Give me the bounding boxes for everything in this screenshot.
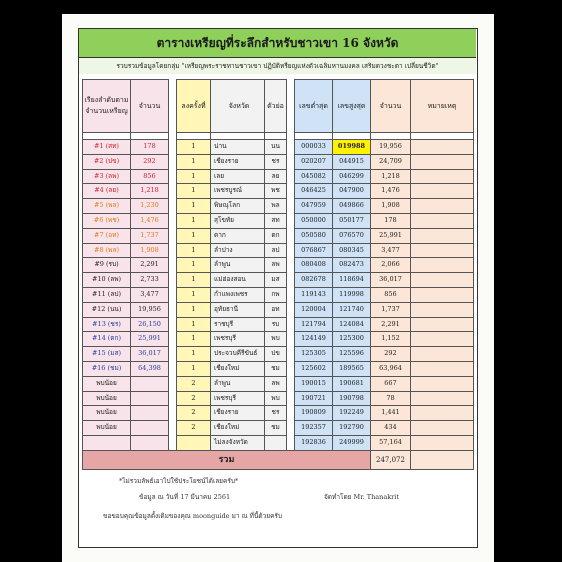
end-number-cell: 192790 (333, 421, 371, 436)
order-cell (177, 435, 211, 450)
spacer-cell (265, 133, 287, 140)
rank-cell: #5 (พล) (83, 199, 131, 214)
province-cell: เชียงราย (211, 406, 265, 421)
spacer-cell (169, 302, 177, 317)
amount-cell: 25,991 (131, 332, 169, 347)
spacer-cell (169, 287, 177, 302)
header-end: เลขสูงสุด (333, 80, 371, 133)
abbr-cell: ชร (265, 406, 287, 421)
amount-cell: 292 (131, 154, 169, 169)
abbr-cell: ชม (265, 361, 287, 376)
amount-cell: 2,291 (131, 258, 169, 273)
rank-cell: #3 (ลพ) (83, 169, 131, 184)
footer-author: จัดทำโดย Mr. Thanakrit (324, 493, 399, 501)
order-cell: 2 (177, 406, 211, 421)
start-number-cell: 120004 (295, 302, 333, 317)
order-cell: 2 (177, 391, 211, 406)
start-number-cell: 047959 (295, 199, 333, 214)
order-cell: 1 (177, 332, 211, 347)
table-row (83, 287, 474, 302)
amount-cell (131, 376, 169, 391)
start-number-cell: 125602 (295, 361, 333, 376)
abbr-cell: กพ (265, 287, 287, 302)
spacer (287, 80, 295, 133)
note-cell (411, 421, 474, 436)
start-number-cell: 124149 (295, 332, 333, 347)
end-number-cell: 190681 (333, 376, 371, 391)
amount-cell (131, 406, 169, 421)
table-row (83, 376, 474, 391)
note-cell (411, 243, 474, 258)
start-number-cell: 020207 (295, 154, 333, 169)
amount-cell: 19,956 (131, 302, 169, 317)
order-cell: 1 (177, 287, 211, 302)
order-cell: 1 (177, 258, 211, 273)
amount-cell: 1,737 (131, 228, 169, 243)
spacer-cell (169, 332, 177, 347)
abbr-cell: ชม (265, 421, 287, 436)
table-row (83, 332, 474, 347)
abbr-cell: ชร (265, 154, 287, 169)
header-amount: จำนวน (131, 80, 169, 133)
header-count: จำนวน (371, 80, 411, 133)
note-cell (411, 435, 474, 450)
rank-cell: พบน้อย (83, 421, 131, 436)
end-number-cell: 192249 (333, 406, 371, 421)
end-number-cell: 118694 (333, 273, 371, 288)
spacer-cell (169, 273, 177, 288)
spacer-cell (169, 258, 177, 273)
rank-cell: #2 (ปข) (83, 154, 131, 169)
count-cell: 2,291 (371, 317, 411, 332)
note-cell (411, 302, 474, 317)
count-cell: 63,964 (371, 361, 411, 376)
rank-cell: พบน้อย (83, 391, 131, 406)
note-cell (411, 376, 474, 391)
end-number-cell: 121740 (333, 302, 371, 317)
note-cell (411, 228, 474, 243)
spacer-cell (287, 133, 295, 140)
end-number-cell: 119998 (333, 287, 371, 302)
spacer-cell (169, 243, 177, 258)
table-body (83, 133, 474, 470)
abbr-cell: พล (265, 199, 287, 214)
spacer-cell (287, 258, 295, 273)
amount-cell: 856 (131, 169, 169, 184)
spacer-cell (287, 184, 295, 199)
spacer-cell (287, 332, 295, 347)
order-cell: 1 (177, 361, 211, 376)
order-cell: 1 (177, 154, 211, 169)
spacer-cell (287, 317, 295, 332)
note-cell (411, 391, 474, 406)
note-cell (411, 450, 474, 469)
table-row (83, 258, 474, 273)
order-cell: 1 (177, 228, 211, 243)
note-cell (411, 317, 474, 332)
note-cell (411, 287, 474, 302)
spacer-cell (295, 133, 333, 140)
amount-cell: 64,398 (131, 361, 169, 376)
table-row (83, 243, 474, 258)
table-row (83, 154, 474, 169)
spacer-row (83, 133, 474, 140)
rank-cell: #14 (ตก) (83, 332, 131, 347)
order-cell: 1 (177, 243, 211, 258)
count-cell: 19,956 (371, 140, 411, 155)
start-number-cell: 190809 (295, 406, 333, 421)
spacer-cell (169, 213, 177, 228)
spacer-cell (169, 421, 177, 436)
province-cell: เพชรบูรณ์ (211, 184, 265, 199)
table-row (83, 317, 474, 332)
count-cell: 856 (371, 287, 411, 302)
end-number-cell: 047900 (333, 184, 371, 199)
end-number-cell: 019988 (333, 140, 371, 155)
count-cell: 25,991 (371, 228, 411, 243)
count-cell: 292 (371, 347, 411, 362)
amount-cell: 1,230 (131, 199, 169, 214)
page-subtitle: รวบรวมข้อมูลโดยกลุ่ม "เหรียญพระราชทานชาวเขา ปฏิบัติหรียญแห่งตัวเฉลิมหานมงคล เสริมดวงชะตา เปลี่ยนชีวิต" (79, 58, 476, 74)
count-cell: 1,218 (371, 169, 411, 184)
spacer-cell (169, 391, 177, 406)
abbr-cell: ตก (265, 228, 287, 243)
province-cell: ประจวบคีรีขันธ์ (211, 347, 265, 362)
province-cell: สุโขทัย (211, 213, 265, 228)
amount-cell (131, 421, 169, 436)
amount-cell (131, 391, 169, 406)
abbr-cell: มส (265, 273, 287, 288)
spacer-cell (287, 154, 295, 169)
table-header-row (83, 80, 474, 133)
province-cell: น่าน (211, 140, 265, 155)
start-number-cell: 000033 (295, 140, 333, 155)
footer-thanks: ขอขอบคุณข้อมูลดั้งเดิมของคุณ moonguide มา ณ ที่นี้ด้วยครับ (103, 512, 283, 520)
end-number-cell: 189565 (333, 361, 371, 376)
rank-cell: #4 (ลย) (83, 184, 131, 199)
abbr-cell: ลพ (265, 376, 287, 391)
rank-cell: พบน้อย (83, 376, 131, 391)
order-cell: 1 (177, 169, 211, 184)
amount-cell: 1,908 (131, 243, 169, 258)
province-cell: ไม่ลงจังหวัด (211, 435, 265, 450)
spacer-cell (169, 347, 177, 362)
order-cell: 1 (177, 317, 211, 332)
page-title: ตารางเหรียญที่ระลึกสำหรับชาวเขา 16 จังหวัด (79, 29, 476, 58)
amount-cell: 2,733 (131, 273, 169, 288)
note-cell (411, 213, 474, 228)
spacer-cell (287, 199, 295, 214)
note-cell (411, 140, 474, 155)
note-cell (411, 199, 474, 214)
spacer-cell (287, 213, 295, 228)
header-start: เลขต่ำสุด (295, 80, 333, 133)
start-number-cell: 119143 (295, 287, 333, 302)
start-number-cell: 192357 (295, 421, 333, 436)
note-cell (411, 347, 474, 362)
note-cell (411, 332, 474, 347)
end-number-cell: 046299 (333, 169, 371, 184)
abbr-cell: ลพ (265, 258, 287, 273)
rank-cell: #6 (พช) (83, 213, 131, 228)
spacer-cell (169, 199, 177, 214)
count-cell: 434 (371, 421, 411, 436)
spacer-cell (169, 228, 177, 243)
spacer-cell (169, 317, 177, 332)
start-number-cell: 045082 (295, 169, 333, 184)
table-row (83, 199, 474, 214)
order-cell: 1 (177, 213, 211, 228)
spacer-cell (169, 361, 177, 376)
spacer-cell (287, 421, 295, 436)
abbr-cell: อท (265, 302, 287, 317)
total-row (83, 450, 474, 469)
rank-cell: #15 (มส) (83, 347, 131, 362)
amount-cell: 36,017 (131, 347, 169, 362)
note-cell (411, 184, 474, 199)
rank-cell: #13 (ชร) (83, 317, 131, 332)
note-cell (411, 258, 474, 273)
abbr-cell: พช (265, 184, 287, 199)
spacer-cell (169, 169, 177, 184)
count-cell: 3,477 (371, 243, 411, 258)
spacer-cell (287, 391, 295, 406)
end-number-cell: 044915 (333, 154, 371, 169)
rank-cell: #11 (ลป) (83, 287, 131, 302)
footer-note: *ไม่รวมลัพธ์เอาไปใช้ประโยชน์ได้เลยครับ* (119, 477, 239, 485)
spacer-cell (287, 406, 295, 421)
start-number-cell: 190015 (295, 376, 333, 391)
start-number-cell: 050580 (295, 228, 333, 243)
table-row (83, 302, 474, 317)
amount-cell: 26,150 (131, 317, 169, 332)
start-number-cell: 125305 (295, 347, 333, 362)
start-number-cell: 046425 (295, 184, 333, 199)
order-cell: 1 (177, 347, 211, 362)
count-cell: 2,066 (371, 258, 411, 273)
province-cell: เชียงราย (211, 154, 265, 169)
abbr-cell: พบ (265, 332, 287, 347)
spacer-cell (287, 287, 295, 302)
spacer-cell (287, 302, 295, 317)
header-rank: เรียงลำดับตามจำนวนเหรียญ (83, 80, 131, 133)
order-cell: 1 (177, 302, 211, 317)
province-cell: ลำปาง (211, 243, 265, 258)
count-cell: 1,152 (371, 332, 411, 347)
spacer-cell (169, 133, 177, 140)
spacer-cell (287, 435, 295, 450)
spacer-cell (211, 133, 265, 140)
footer-date: ข้อมูล ณ วันที่ 17 มีนาคม 2561 (139, 493, 231, 501)
table-row (83, 347, 474, 362)
spacer-cell (287, 140, 295, 155)
province-cell: ราชบุรี (211, 317, 265, 332)
rank-cell: #10 (ลพ) (83, 273, 131, 288)
spacer (169, 80, 177, 133)
order-cell: 1 (177, 140, 211, 155)
province-cell: เพชรบุรี (211, 391, 265, 406)
spacer-cell (411, 133, 474, 140)
spacer-cell (333, 133, 371, 140)
end-number-cell: 076570 (333, 228, 371, 243)
note-cell (411, 169, 474, 184)
spacer-cell (287, 273, 295, 288)
count-cell: 178 (371, 213, 411, 228)
abbr-cell: พบ (265, 391, 287, 406)
header-order: ลงครั้งที่ (177, 80, 211, 133)
end-number-cell: 049866 (333, 199, 371, 214)
end-number-cell: 125596 (333, 347, 371, 362)
spacer-cell (287, 228, 295, 243)
spacer-cell (177, 133, 211, 140)
amount-cell: 3,477 (131, 287, 169, 302)
note-cell (411, 361, 474, 376)
province-cell: แม่ฮ่องสอน (211, 273, 265, 288)
coin-table (82, 79, 474, 470)
total-label: รวม (83, 450, 371, 469)
amount-cell: 1,218 (131, 184, 169, 199)
start-number-cell: 192836 (295, 435, 333, 450)
rank-cell: #16 (ชม) (83, 361, 131, 376)
start-number-cell: 080408 (295, 258, 333, 273)
province-cell: เชียงใหม่ (211, 361, 265, 376)
province-cell: เพชรบุรี (211, 332, 265, 347)
amount-cell: 178 (131, 140, 169, 155)
table-row (83, 213, 474, 228)
order-cell: 1 (177, 273, 211, 288)
table-row (83, 435, 474, 450)
end-number-cell: 124084 (333, 317, 371, 332)
end-number-cell: 125300 (333, 332, 371, 347)
abbr-cell: รบ (265, 317, 287, 332)
table-row (83, 169, 474, 184)
table-row (83, 140, 474, 155)
count-cell: 57,164 (371, 435, 411, 450)
rank-cell: #1 (สท) (83, 140, 131, 155)
spacer-cell (371, 133, 411, 140)
table-row (83, 391, 474, 406)
note-cell (411, 154, 474, 169)
province-cell: กำแพงเพชร (211, 287, 265, 302)
spacer-cell (169, 406, 177, 421)
abbr-cell: ลย (265, 169, 287, 184)
province-cell: พิษณุโลก (211, 199, 265, 214)
end-number-cell: 082473 (333, 258, 371, 273)
count-cell: 78 (371, 391, 411, 406)
abbr-cell: ปข (265, 347, 287, 362)
start-number-cell: 190721 (295, 391, 333, 406)
province-cell: เชียงใหม่ (211, 421, 265, 436)
end-number-cell: 190798 (333, 391, 371, 406)
rank-cell: #9 (รบ) (83, 258, 131, 273)
count-cell: 1,441 (371, 406, 411, 421)
order-cell: 2 (177, 421, 211, 436)
province-cell: ตาก (211, 228, 265, 243)
end-number-cell: 249999 (333, 435, 371, 450)
table-row (83, 273, 474, 288)
count-cell: 1,476 (371, 184, 411, 199)
spacer-cell (169, 154, 177, 169)
count-cell: 667 (371, 376, 411, 391)
rank-cell: #8 (พล) (83, 243, 131, 258)
abbr-cell (265, 435, 287, 450)
abbr-cell: ลป (265, 243, 287, 258)
order-cell: 1 (177, 184, 211, 199)
amount-cell (131, 435, 169, 450)
header-note: หมายเหตุ (411, 80, 474, 133)
count-cell: 24,709 (371, 154, 411, 169)
count-cell: 36,017 (371, 273, 411, 288)
note-cell (411, 406, 474, 421)
coin-table-sheet (78, 28, 478, 548)
photo-frame (62, 14, 494, 562)
total-value: 247,072 (371, 450, 411, 469)
table-row (83, 184, 474, 199)
spacer-cell (169, 184, 177, 199)
spacer-cell (287, 347, 295, 362)
spacer-cell (169, 376, 177, 391)
spacer-cell (287, 361, 295, 376)
end-number-cell: 050177 (333, 213, 371, 228)
spacer-cell (169, 140, 177, 155)
spacer-cell (131, 133, 169, 140)
table-row (83, 421, 474, 436)
table-row (83, 406, 474, 421)
spacer-cell (287, 243, 295, 258)
table-row (83, 228, 474, 243)
amount-cell: 1,476 (131, 213, 169, 228)
table-row (83, 361, 474, 376)
spacer-cell (287, 376, 295, 391)
count-cell: 1,737 (371, 302, 411, 317)
spacer-cell (83, 133, 131, 140)
order-cell: 2 (177, 376, 211, 391)
province-cell: ลำพูน (211, 258, 265, 273)
rank-cell (83, 435, 131, 450)
abbr-cell: สท (265, 213, 287, 228)
province-cell: เลย (211, 169, 265, 184)
start-number-cell: 050000 (295, 213, 333, 228)
rank-cell: พบน้อย (83, 406, 131, 421)
end-number-cell: 080345 (333, 243, 371, 258)
spacer-cell (287, 169, 295, 184)
note-cell (411, 273, 474, 288)
order-cell: 1 (177, 199, 211, 214)
header-abbr: ตัวย่อ (265, 80, 287, 133)
province-cell: ลำพูน (211, 376, 265, 391)
abbr-cell: นน (265, 140, 287, 155)
start-number-cell: 121794 (295, 317, 333, 332)
rank-cell: #12 (นน) (83, 302, 131, 317)
start-number-cell: 082678 (295, 273, 333, 288)
province-cell: อุทัยธานี (211, 302, 265, 317)
start-number-cell: 076867 (295, 243, 333, 258)
rank-cell: #7 (อท) (83, 228, 131, 243)
header-province: จังหวัด (211, 80, 265, 133)
count-cell: 1,908 (371, 199, 411, 214)
spacer-cell (169, 435, 177, 450)
